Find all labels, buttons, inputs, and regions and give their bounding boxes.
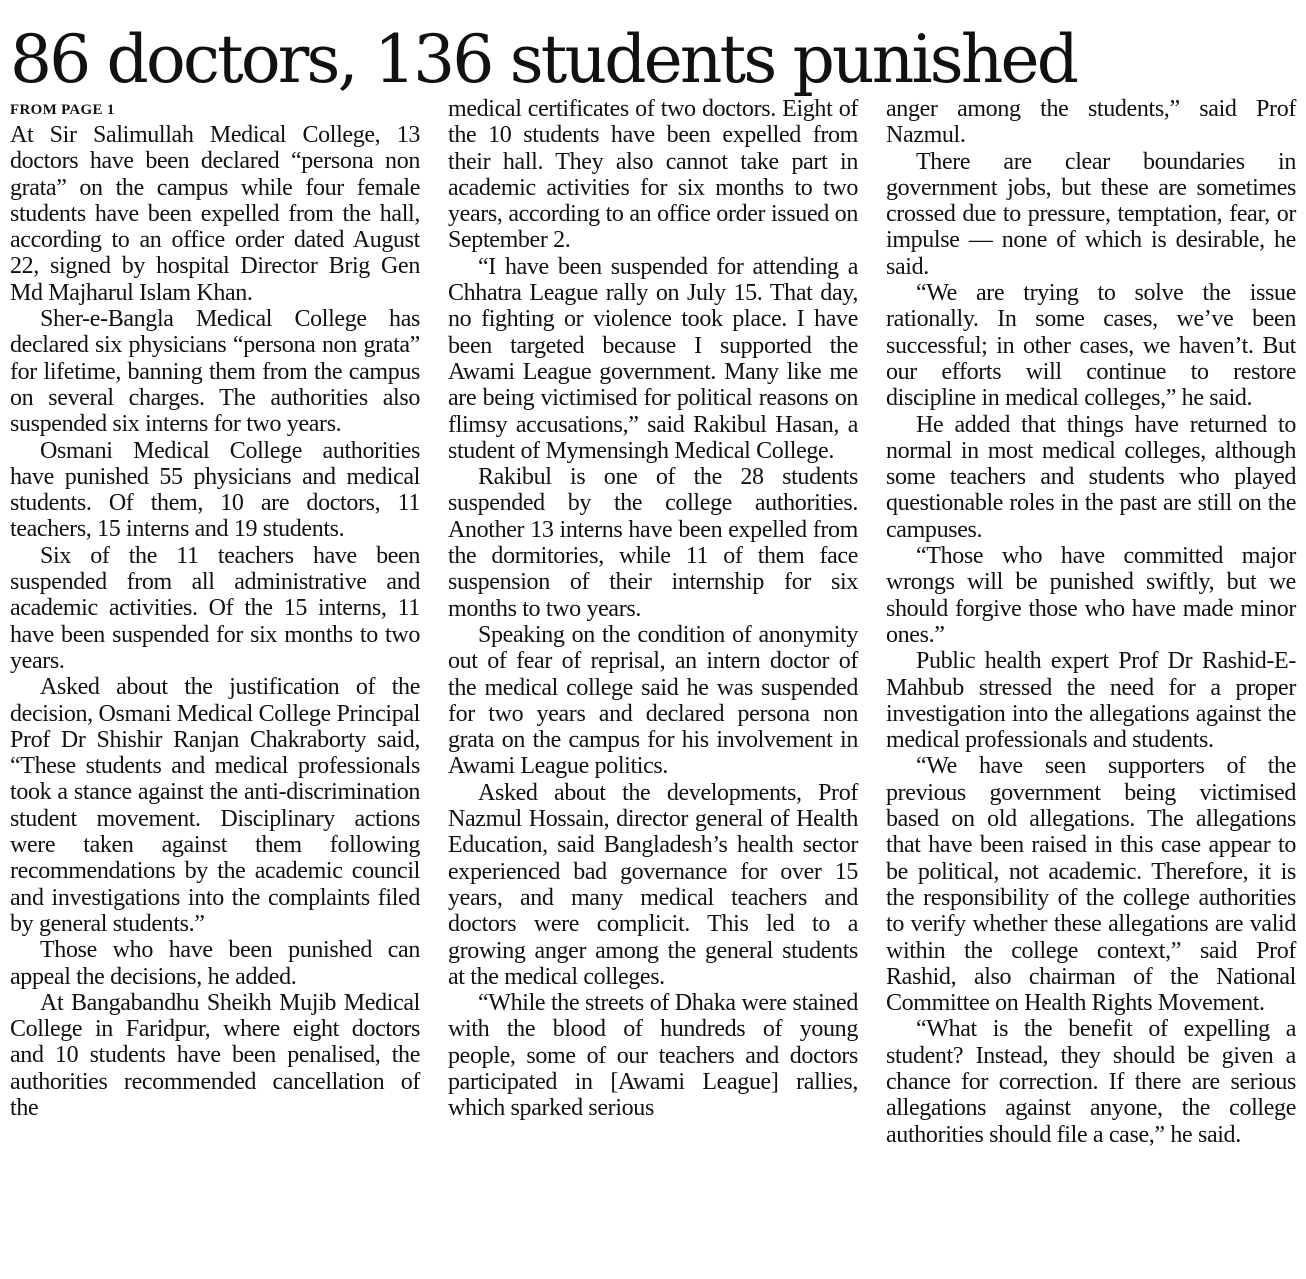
- paragraph: Speaking on the condition of anonymity out of fear of reprisal, an intern doctor of the medical college said he was suspended for two years and declared persona non grata on the campus for his involvement in Awami League politics.: [448, 621, 858, 780]
- paragraph: “We are trying to solve the issue rationally. In some cases, we’ve been successful; in other cases, we haven’t. But our efforts will continue to restore discipline in medical colleges,” he said.: [886, 280, 1296, 412]
- paragraph: He added that things have returned to normal in most medical colleges, although some teachers and students who played questionable roles in the past are still on the campuses.: [886, 411, 1296, 543]
- paragraph: Rakibul is one of the 28 students suspended by the college authorities. Another 13 interns have been expelled from the dormitories, while 11 of them face suspension of their internship for six months to two years.: [448, 464, 858, 622]
- article-column-2: [448, 96, 858, 1122]
- paragraph: “While the streets of Dhaka were stained with the blood of hundreds of young people, some of our teachers and doctors participated in [Awami League] rallies, which sparked serious: [448, 990, 858, 1122]
- paragraph: Public health expert Prof Dr Rashid-E-Mahbub stressed the need for a proper investigation into the allegations against the medical professionals and students.: [886, 648, 1296, 754]
- article-column-3: [886, 96, 1296, 1148]
- paragraph: At Sir Salimullah Medical College, 13 doctors have been declared “persona non grata” on the campus while four female students have been expelled from the hall, according to an office order dated August 22, signed by hospital Director Brig Gen Md Majharul Islam Khan.: [10, 122, 420, 306]
- paragraph: anger among the students,” said Prof Nazmul.: [886, 96, 1296, 149]
- paragraph: Osmani Medical College authorities have punished 55 physicians and medical students. Of them, 10 are doctors, 11 teachers, 15 interns and 19 students.: [10, 437, 420, 543]
- paragraph: Asked about the developments, Prof Nazmul Hossain, director general of Health Education, said Bangladesh’s health sector experienced bad governance for over 15 years, and many medical teachers and doctors were complicit. This led to a growing anger among the general students at the medical colleges.: [448, 779, 858, 990]
- from-page-label: FROM PAGE 1: [10, 102, 115, 118]
- paragraph: “I have been suspended for attending a Chhatra League rally on July 15. That day, no fighting or violence took place. I have been targeted because I supported the Awami League government. Many like me are being victimised for political reasons on flimsy accusations,” said Rakibul Hasan, a student of Mymensingh Medical College.: [448, 253, 858, 464]
- paragraph: “We have seen supporters of the previous government being victimised based on old allegations. The allegations that have been raised in this case appear to be political, not academic. Therefore, it is the responsibility of the college authorities to verify whether these allegations are valid within the college context,” said Prof Rashid, also chairman of the National Committee on Health Rights Movement.: [886, 753, 1296, 1017]
- paragraph: Sher-e-Bangla Medical College has declared six physicians “persona non grata” for lifetime, banning them from the campus on several charges. The authorities also suspended six interns for two years.: [10, 306, 420, 438]
- article-column-1: [10, 122, 420, 1121]
- paragraph: Asked about the justification of the decision, Osmani Medical College Principal Prof Dr Shishir Ranjan Chakraborty said, “These students and medical professionals took a stance against the anti-discrimination student movement. Disciplinary actions were taken against them following recommendations by the academic council and investigations into the complaints filed by general students.”: [10, 674, 420, 937]
- paragraph: Those who have been punished can appeal the decisions, he added.: [10, 937, 420, 990]
- paragraph: Six of the 11 teachers have been suspended from all administrative and academic activities. Of the 15 interns, 11 have been suspended for six months to two years.: [10, 542, 420, 674]
- paragraph: At Bangabandhu Sheikh Mujib Medical College in Faridpur, where eight doctors and 10 students have been penalised, the authorities recommended cancellation of the: [10, 989, 420, 1121]
- paragraph: “What is the benefit of expelling a student? Instead, they should be given a chance for correction. If there are serious allegations against anyone, the college authorities should file a case,” he said.: [886, 1016, 1296, 1148]
- paragraph: medical certificates of two doctors. Eight of the 10 students have been expelled from their hall. They also cannot take part in academic activities for six months to two years, according to an office order issued on September 2.: [448, 96, 858, 254]
- paragraph: “Those who have committed major wrongs will be punished swiftly, but we should forgive those who have made minor ones.”: [886, 543, 1296, 648]
- paragraph: There are clear boundaries in government jobs, but these are sometimes crossed due to pressure, temptation, fear, or impulse — none of which is desirable, he said.: [886, 148, 1296, 280]
- headline: 86 doctors, 136 students punished: [10, 21, 1077, 98]
